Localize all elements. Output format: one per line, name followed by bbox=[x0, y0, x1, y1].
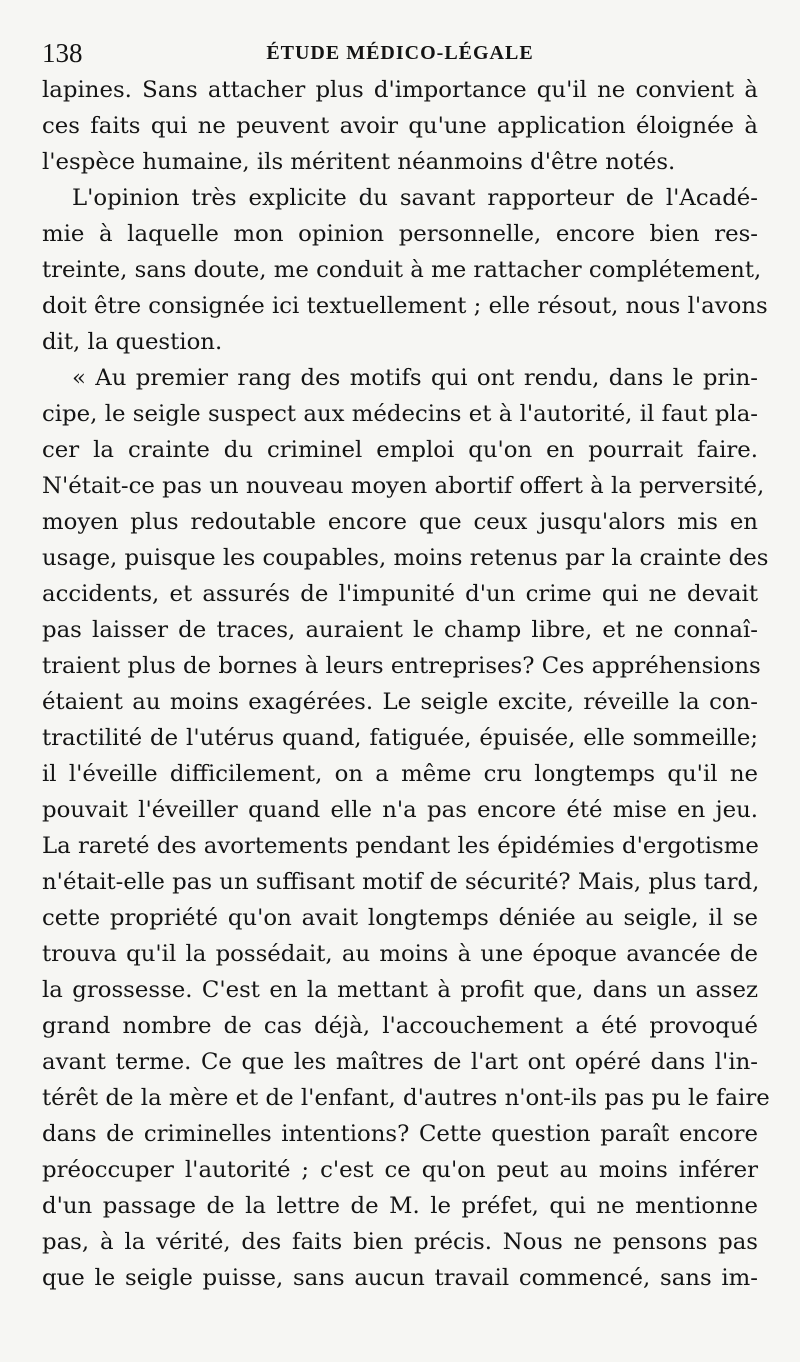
text-line: L'opinion très explicite du savant rapporteur de l'Acadé- bbox=[72, 185, 758, 211]
text-line: mie à laquelle mon opinion personnelle, encore bien res- bbox=[42, 221, 758, 247]
text-line: N'était-ce pas un nouveau moyen abortif offert à la perversité, bbox=[42, 473, 765, 499]
text-line: dans de criminelles intentions? Cette question paraît encore bbox=[42, 1121, 758, 1147]
paragraph bbox=[42, 72, 758, 180]
page-header bbox=[42, 38, 758, 72]
text-line: traient plus de bornes à leurs entreprises? Ces appréhensions bbox=[42, 653, 761, 679]
text-line: dit, la question. bbox=[42, 329, 223, 355]
text-line: ces faits qui ne peuvent avoir qu'une application éloignée à bbox=[42, 113, 758, 139]
body-text bbox=[42, 72, 770, 1296]
text-line: térêt de la mère et de l'enfant, d'autres n'ont-ils pas pu le faire bbox=[42, 1085, 770, 1111]
text-line: pas laisser de traces, auraient le champ libre, et ne connaî- bbox=[42, 617, 758, 643]
text-line: avant terme. Ce que les maîtres de l'art ont opéré dans l'in- bbox=[42, 1049, 758, 1075]
text-line: trouva qu'il la possédait, au moins à une époque avancée de bbox=[42, 941, 758, 967]
text-line: doit être consignée ici textuellement ; elle résout, nous l'avons bbox=[42, 293, 768, 319]
text-line: La rareté des avortements pendant les épidémies d'ergotisme bbox=[42, 833, 759, 859]
page-number: 138 bbox=[42, 38, 83, 68]
paragraph bbox=[42, 180, 768, 360]
text-line: usage, puisque les coupables, moins retenus par la crainte des bbox=[42, 545, 769, 571]
paragraph bbox=[42, 360, 770, 1296]
text-line: tractilité de l'utérus quand, fatiguée, épuisée, elle sommeille; bbox=[42, 725, 758, 751]
text-line: pouvait l'éveiller quand elle n'a pas encore été mise en jeu. bbox=[42, 797, 758, 823]
text-line: accidents, et assurés de l'impunité d'un crime qui ne devait bbox=[42, 581, 758, 607]
text-line: l'espèce humaine, ils méritent néanmoins d'être notés. bbox=[42, 149, 676, 175]
text-line: moyen plus redoutable encore que ceux jusqu'alors mis en bbox=[42, 509, 758, 535]
text-line: d'un passage de la lettre de M. le préfet, qui ne mentionne bbox=[42, 1193, 758, 1219]
text-line: la grossesse. C'est en la mettant à profit que, dans un assez bbox=[42, 977, 758, 1003]
text-line: il l'éveille difficilement, on a même cru longtemps qu'il ne bbox=[42, 761, 758, 787]
text-line: lapines. Sans attacher plus d'importance qu'il ne convient à bbox=[42, 77, 758, 103]
text-line: treinte, sans doute, me conduit à me rattacher complétement, bbox=[42, 257, 762, 283]
text-line: que le seigle puisse, sans aucun travail commencé, sans im- bbox=[42, 1265, 758, 1291]
text-line: cette propriété qu'on avait longtemps déniée au seigle, il se bbox=[42, 905, 758, 931]
text-line: grand nombre de cas déjà, l'accouchement a été provoqué bbox=[42, 1013, 758, 1039]
text-line: cer la crainte du criminel emploi qu'on en pourrait faire. bbox=[42, 437, 758, 463]
text-line: « Au premier rang des motifs qui ont rendu, dans le prin- bbox=[72, 365, 758, 391]
text-line: étaient au moins exagérées. Le seigle excite, réveille la con- bbox=[42, 689, 758, 715]
text-line: cipe, le seigle suspect aux médecins et à l'autorité, il faut pla- bbox=[42, 401, 758, 427]
text-line: préoccuper l'autorité ; c'est ce qu'on peut au moins inférer bbox=[42, 1157, 758, 1183]
running-title: ÉTUDE MÉDICO-LÉGALE bbox=[266, 42, 534, 64]
text-line: pas, à la vérité, des faits bien précis. Nous ne pensons pas bbox=[42, 1229, 758, 1255]
text-line: n'était-elle pas un suffisant motif de sécurité? Mais, plus tard, bbox=[42, 869, 760, 895]
